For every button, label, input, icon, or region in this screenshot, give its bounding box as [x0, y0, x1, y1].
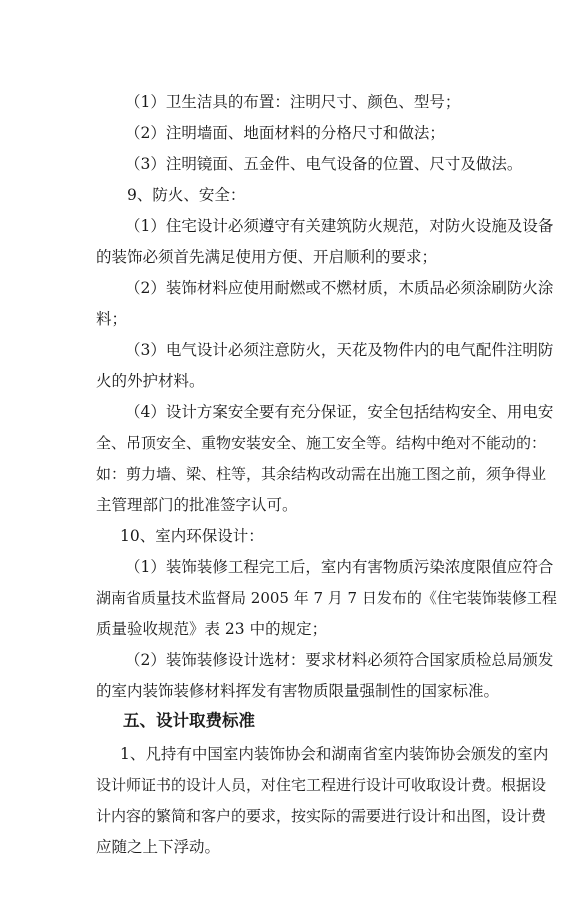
text-line: （1）装饰装修工程完工后，室内有害物质污染浓度限值应符合 — [125, 558, 554, 576]
text-line: 如：剪力墙、梁、柱等，其余结构改动需在出施工图之前，须争得业 — [96, 465, 547, 483]
text-line: （1）住宅设计必须遵守有关建筑防火规范，对防火设施及设备 — [125, 217, 554, 235]
text-line: （2）装饰装修设计选材：要求材料必须符合国家质检总局颁发 — [125, 651, 554, 669]
text-line: （2）注明墙面、地面材料的分格尺寸和做法； — [125, 124, 445, 142]
text-line: 主管理部门的批准签字认可。 — [96, 496, 298, 514]
text-line: 1、凡持有中国室内装饰协会和湖南省室内装饰协会颁发的室内 — [120, 745, 549, 763]
text-line: （3）注明镜面、五金件、电气设备的位置、尺寸及做法。 — [125, 155, 523, 173]
text-line: 质量验收规范》表 23 中的规定； — [96, 620, 328, 638]
text-line: （2）装饰材料应使用耐燃或不燃材质，木质品必须涂刷防火涂 — [125, 279, 554, 297]
text-line: 料； — [96, 310, 128, 328]
text-line: 全、吊顶安全、重物安装安全、施工安全等。结构中绝对不能动的： — [96, 434, 547, 452]
text-line: （1）卫生洁具的布置：注明尺寸、颜色、型号； — [125, 93, 461, 111]
text-line: 的室内装饰装修材料挥发有害物质限量强制性的国家标准。 — [96, 682, 500, 700]
text-line: 湖南省质量技术监督局 2005 年 7 月 7 日发布的《住宅装饰装修工程 — [96, 589, 557, 607]
section-heading: 9、防火、安全： — [127, 186, 246, 204]
text-line: （4）设计方案安全要有充分保证，安全包括结构安全、用电安 — [125, 403, 554, 421]
text-line: 设计师证书的设计人员，对住宅工程进行设计可收取设计费。根据设 — [96, 776, 547, 794]
section-heading: 10、室内环保设计： — [120, 527, 264, 545]
text-line: 应随之上下浮动。 — [96, 838, 221, 856]
text-line: 计内容的繁简和客户的要求，按实际的需要进行设计和出图，设计费 — [96, 807, 547, 825]
text-line: （3）电气设计必须注意防火，天花及物件内的电气配件注明防 — [125, 341, 554, 359]
text-line: 火的外护材料。 — [96, 372, 205, 390]
text-line: 的装饰必须首先满足使用方便、开启顺利的要求； — [96, 248, 438, 266]
chapter-heading: 五、设计取费标准 — [123, 711, 255, 730]
